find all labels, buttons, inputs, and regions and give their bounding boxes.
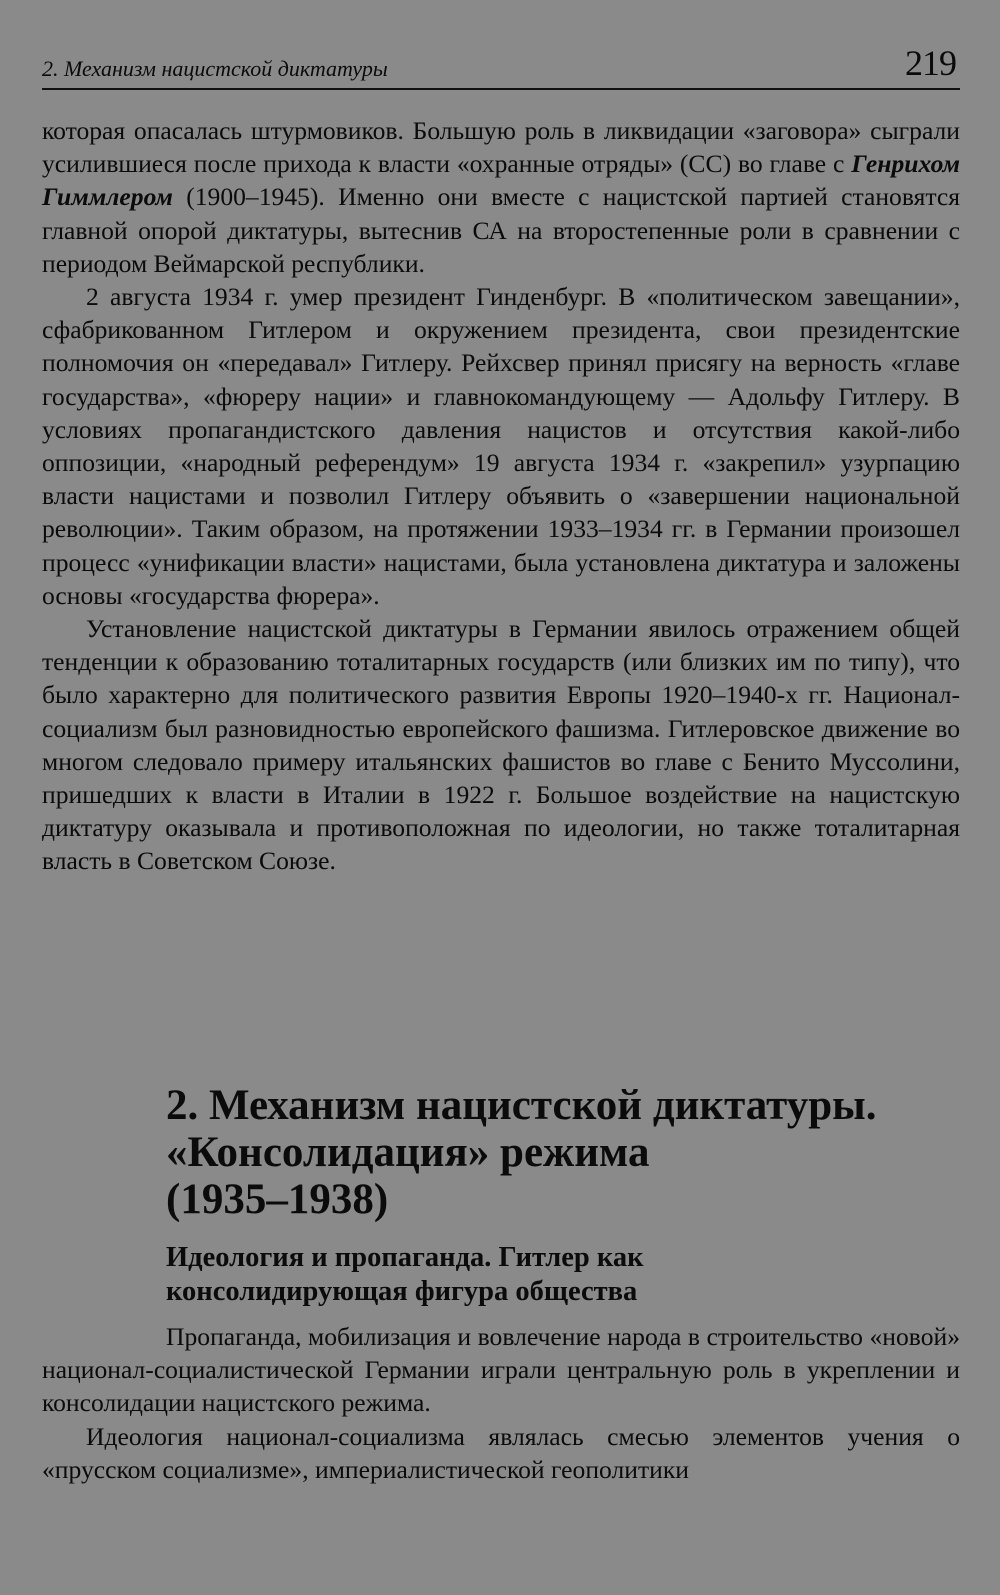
running-header <box>42 40 960 90</box>
main-text <box>42 114 960 878</box>
paragraph <box>42 114 960 280</box>
section-title: Идеология и пропаганда. Гитлер как консолидирующая фигура общества <box>166 1242 644 1307</box>
page-number: 219 <box>905 43 956 83</box>
section-text <box>42 1320 960 1486</box>
paragraph: Пропаганда, мобилизация и вовлечение народа в строительство «новой» национал-социалистической Германии играли центральную роль в укреплении и консолидации нацистского режима. <box>42 1322 960 1418</box>
chapter-title-line: (1935–1938) <box>166 1176 389 1223</box>
paragraph: Установление нацистской диктатуры в Германии явилось отражением общей тенденции к образованию тоталитарных государств (или близких им по типу), что было характерно для политического развития Европы 1920–1940-х гг. Национал-социализм был разновидностью европейского фашизма. Гитлеровское движение во многом следовало примеру итальянских фашистов во главе с Бенито Муссолини, пришедших к власти в Италии в 1922 г. Большое воздействие на нацистскую диктатуру оказывала и противоположная по идеологии, но также тоталитарная власть в Советском Союзе. <box>42 614 960 876</box>
chapter-title-line: «Консолидация» режима <box>166 1129 650 1176</box>
chapter-heading <box>166 1082 956 1309</box>
paragraph: 2 августа 1934 г. умер президент Гинденбург. В «политическом завещании», сфабрикованном Гитлером и окружением президента, свои президентские полномочия он «передавал» Гитлеру. Рейхсвер принял присягу на верность «главе государства», «фюреру нации» и главнокомандующему — Адольфу Гитлеру. В условиях пропагандистского давления нацистов и отсутствия какой-либо оппозиции, «народный референдум» 19 августа 1934 г. «закрепил» узурпацию власти нацистами и позволил Гитлеру объявить о «завершении национальной революции». Таким образом, на протяжении 1933–1934 гг. в Германии произошел процесс «унификации власти» нацистами, была установлена диктатура и заложены основы «государства фюрера». <box>42 282 960 610</box>
paragraph: Идеология национал-социализма являлась смесью элементов учения о «прусском социализме», империалистической геополитики <box>42 1421 960 1484</box>
paragraph-text: которая опасалась штурмовиков. Большую роль в ликвидации «заговора» сыграли усилившиеся после прихода к власти «охранные отряды» (СС) во главе с <box>42 116 960 179</box>
person-name: Генрихом Гиммлером <box>42 149 960 212</box>
paragraph-text: (1900–1945). Именно они вместе с нацистской партией становятся главной опорой диктатуры, вытеснив СА на второстепенные роли в сравнении с периодом Веймарской республики. <box>42 182 960 278</box>
chapter-title-line: 2. Механизм нацистской диктатуры. <box>166 1082 877 1129</box>
chapter-title <box>166 1082 956 1223</box>
running-title: 2. Механизм нацистской диктатуры <box>42 56 388 81</box>
